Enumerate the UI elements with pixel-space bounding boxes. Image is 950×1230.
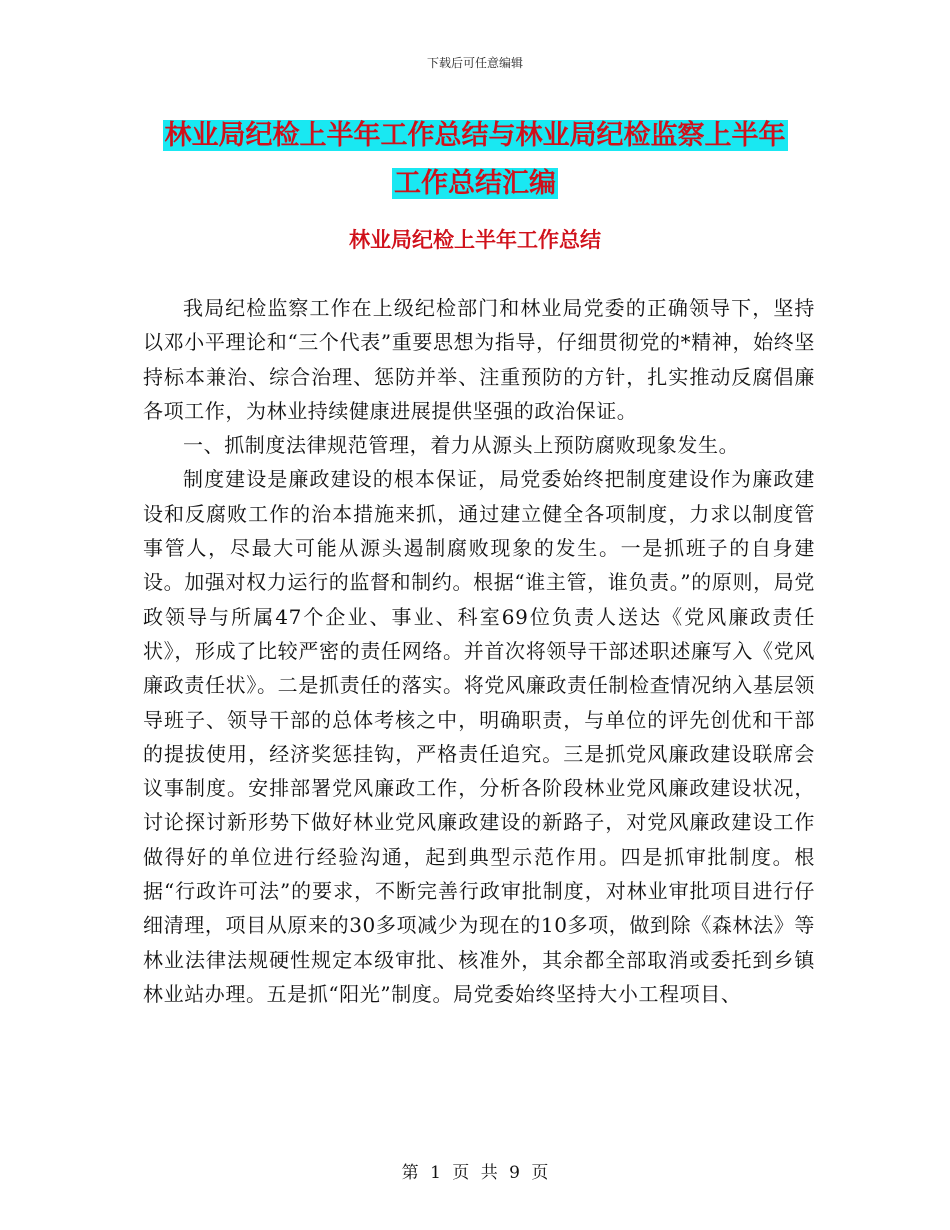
document-title [0,112,950,208]
title-line-1: 林业局纪检上半年工作总结与林业局纪检监察上半年 [164,120,786,151]
page-number: 第 1 页 共 9 页 [401,1163,549,1183]
title-line-2: 工作总结汇编 [394,168,556,199]
paragraph-intro: 我局纪检监察工作在上级纪检部门和林业局党委的正确领导下，坚持以邓小平理论和“三个代表”重要思想为指导，仔细贯彻党的*精神，始终坚持标本兼治、综合治理、惩防并举、注重预防的方针，扎实推动反腐倡廉各项工作，为林业持续健康进展提供坚强的政治保证。 [143,296,815,423]
section-title: 林业局纪检上半年工作总结 [349,228,601,252]
body-text [143,291,815,1011]
paragraph-heading-1: 一、抓制度法律规范管理，着力从源头上预防腐败现象发生。 [183,433,740,458]
header-note: 下载后可任意编辑 [426,56,523,70]
paragraph-system-building: 制度建设是廉政建设的根本保证，局党委始终把制度建设作为廉政建设和反腐败工作的治本措施来抓，通过建立健全各项制度，力求以制度管事管人，尽最大可能从源头遏制腐败现象的发生。一是抓班子的自身建设。加强对权力运行的监督和制约。根据“谁主管，谁负责。”的原则，局党政领导与所属47个企业、事业、科室69位负责人送达《党风廉政责任状》，形成了比较严密的责任网络。并首次将领导干部述职述廉写入《党风廉政责任状》。二是抓责任的落实。将党风廉政责任制检查情况纳入基层领导班子、领导干部的总体考核之中，明确职责，与单位的评先创优和干部的提拔使用，经济奖惩挂钩，严格责任追究。三是抓党风廉政建设联席会议事制度。安排部署党风廉政工作，分析各阶段林业党风廉政建设状况，讨论探讨新形势下做好林业党风廉政建设的新路子，对党风廉政建设工作做得好的单位进行经验沟通，起到典型示范作用。四是抓审批制度。根据“行政许可法”的要求，不断完善行政审批制度，对林业审批项目进行仔细清理，项目从原来的30多项减少为现在的10多项，做到除《森林法》等林业法律法规硬性规定本级审批、核准外，其余都全部取消或委托到乡镇林业站办理。五是抓“阳光”制度。局党委始终坚持大小工程项目、 [143,467,815,1006]
